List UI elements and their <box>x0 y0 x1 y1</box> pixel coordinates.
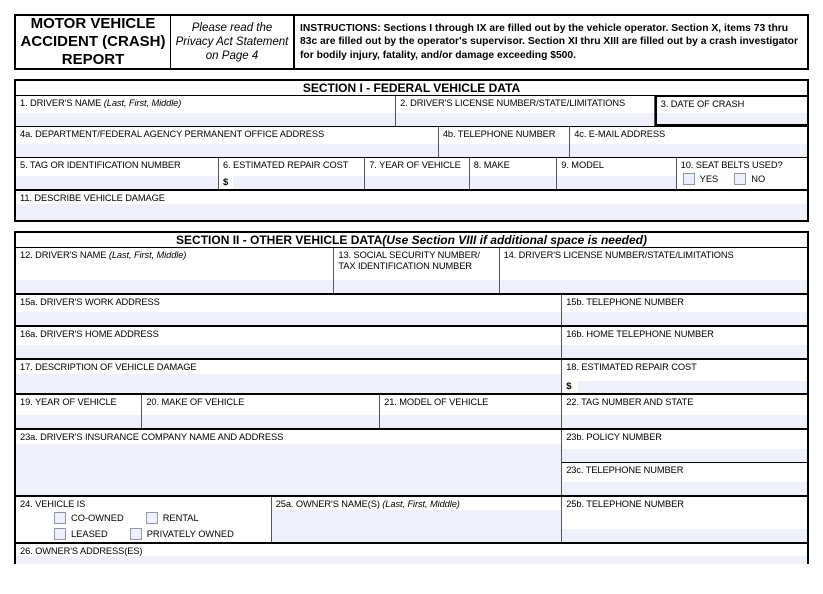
field-home-address-label: 16a. DRIVER'S HOME ADDRESS <box>20 329 159 339</box>
field-home-telephone-label: 16b. HOME TELEPHONE NUMBER <box>566 329 714 339</box>
field-owners-name-label: 25a. OWNER'S NAME(S) <box>275 499 380 509</box>
field-other-model-input[interactable] <box>380 415 561 428</box>
row-24 <box>16 497 807 544</box>
field-seat-belts-used <box>677 158 807 189</box>
checkbox-privately-owned-label: PRIVATELY OWNED <box>146 529 234 539</box>
row-26 <box>16 544 807 564</box>
field-other-model-label: 21. MODEL OF VEHICLE <box>384 397 489 407</box>
field-seat-belts-used-label: 10. SEAT BELTS USED? <box>680 160 783 170</box>
field-other-damage-description-label: 17. DESCRIPTION OF VEHICLE DAMAGE <box>20 362 197 372</box>
form-instructions: INSTRUCTIONS: Sections I through IX are filled out by the vehicle operator. Section X, items 73 thru 83c are filled out by the operator's supervisor. Section XI thru XIII are filled out by a crash investigator for bodily injury, fatality, and/or damage exceeding $500. <box>300 22 798 61</box>
row-11 <box>16 191 807 220</box>
insurance-subcolumn <box>562 430 807 495</box>
checkbox-leased-label: LEASED <box>71 529 108 539</box>
section-2-band <box>14 231 809 248</box>
field-owner-telephone[interactable] <box>562 497 807 542</box>
field-other-make[interactable] <box>142 395 380 428</box>
field-other-drivers-name[interactable] <box>16 248 334 293</box>
checkbox-co-owned-label: CO-OWNED <box>71 513 124 523</box>
field-other-drivers-license[interactable] <box>500 248 807 293</box>
field-agency-telephone[interactable] <box>439 127 570 157</box>
field-insurance-company[interactable] <box>16 430 562 495</box>
checkbox-seat-belts-yes-label: YES <box>699 174 719 184</box>
field-drivers-license-label: 2. DRIVER'S LICENSE NUMBER/STATE/LIMITATIONS <box>400 98 626 108</box>
field-date-of-crash-input[interactable] <box>657 113 807 124</box>
field-drivers-license[interactable] <box>396 96 655 126</box>
field-make-label: 8. MAKE <box>473 160 510 170</box>
checkbox-leased[interactable] <box>54 528 66 540</box>
field-model-input[interactable] <box>557 176 675 189</box>
spacer <box>14 70 809 79</box>
checkbox-seat-belts-no[interactable] <box>734 173 746 185</box>
field-owners-addresses-input[interactable] <box>16 556 807 564</box>
field-other-tag-number-input[interactable] <box>562 415 807 428</box>
field-insurance-telephone-label: 23c. TELEPHONE NUMBER <box>566 465 684 475</box>
field-other-make-label: 20. MAKE OF VEHICLE <box>146 397 245 407</box>
field-policy-number-label: 23b. POLICY NUMBER <box>566 432 662 442</box>
row-12 <box>16 248 807 295</box>
field-date-of-crash[interactable] <box>655 95 807 126</box>
privacy-act-notice: Please read the Privacy Act Statement on Page 4 <box>171 16 295 68</box>
field-agency-email[interactable] <box>570 127 807 157</box>
row-19 <box>16 395 807 430</box>
field-drivers-name-label: 1. DRIVER'S NAME <box>20 98 102 108</box>
field-insurance-telephone[interactable] <box>562 463 807 495</box>
checkbox-co-owned[interactable] <box>54 512 66 524</box>
currency-symbol: $ <box>222 177 229 188</box>
field-model-label: 9. MODEL <box>561 160 604 170</box>
field-drivers-name[interactable] <box>16 96 396 126</box>
field-other-make-input[interactable] <box>142 415 379 428</box>
field-tag-number[interactable] <box>16 158 219 189</box>
section-1-band <box>14 79 809 96</box>
form-title: MOTOR VEHICLE ACCIDENT (CRASH) REPORT <box>16 16 171 68</box>
field-owners-addresses[interactable] <box>16 544 807 564</box>
row-17 <box>16 360 807 395</box>
field-describe-vehicle-damage-label: 11. DESCRIBE VEHICLE DAMAGE <box>20 193 165 203</box>
field-owner-telephone-input[interactable] <box>562 529 807 542</box>
field-year-of-vehicle-input[interactable] <box>365 176 468 189</box>
field-policy-number-input[interactable] <box>562 449 807 462</box>
field-home-telephone[interactable] <box>562 327 807 358</box>
field-year-of-vehicle[interactable] <box>365 158 469 189</box>
field-other-year-of-vehicle-label: 19. YEAR OF VEHICLE <box>20 397 117 407</box>
row-1 <box>16 96 807 127</box>
field-home-address[interactable] <box>16 327 562 358</box>
field-estimated-repair-cost-label: 6. ESTIMATED REPAIR COST <box>222 160 349 170</box>
field-owners-name-input[interactable] <box>272 510 562 542</box>
field-drivers-name-hint: (Last, First, Middle) <box>101 98 182 108</box>
field-other-repair-cost-input[interactable] <box>578 381 807 393</box>
field-insurance-telephone-input[interactable] <box>562 482 807 495</box>
field-make-input[interactable] <box>470 176 557 189</box>
field-other-drivers-license-input[interactable] <box>500 280 807 293</box>
field-work-telephone-label: 15b. TELEPHONE NUMBER <box>566 297 684 307</box>
form-header <box>14 14 809 70</box>
field-other-year-of-vehicle-input[interactable] <box>16 415 141 428</box>
field-other-tag-number[interactable] <box>562 395 807 428</box>
field-agency-address[interactable] <box>16 127 439 157</box>
field-owners-name[interactable] <box>272 497 563 542</box>
row-23 <box>16 430 807 497</box>
field-insurance-company-input[interactable] <box>16 444 561 495</box>
field-describe-vehicle-damage-input[interactable] <box>16 204 807 220</box>
field-work-telephone-input[interactable] <box>562 312 807 325</box>
field-other-tag-number-label: 22. TAG NUMBER AND STATE <box>566 397 694 407</box>
row-15 <box>16 295 807 327</box>
field-other-year-of-vehicle[interactable] <box>16 395 142 428</box>
field-other-drivers-license-label: 14. DRIVER'S LICENSE NUMBER/STATE/LIMITATIONS <box>503 250 734 260</box>
field-date-of-crash-label: 3. DATE OF CRASH <box>660 99 745 109</box>
field-make[interactable] <box>470 158 558 189</box>
row-16 <box>16 327 807 360</box>
field-agency-address-label: 4a. DEPARTMENT/FEDERAL AGENCY PERMANENT OFFICE ADDRESS <box>20 129 325 139</box>
field-work-address-input[interactable] <box>16 312 561 325</box>
section-1-table <box>14 96 809 222</box>
field-ssn-tin[interactable] <box>334 248 499 293</box>
field-home-address-input[interactable] <box>16 345 561 358</box>
field-tag-number-input[interactable] <box>16 176 218 189</box>
field-other-damage-description-input[interactable] <box>16 374 561 393</box>
checkbox-seat-belts-no-label: NO <box>751 174 766 184</box>
field-other-drivers-name-label: 12. DRIVER'S NAME <box>20 250 107 260</box>
field-work-address[interactable] <box>16 295 562 325</box>
checkbox-seat-belts-yes[interactable] <box>683 173 695 185</box>
field-other-repair-cost[interactable] <box>562 360 807 393</box>
field-describe-vehicle-damage[interactable] <box>16 191 807 220</box>
field-owner-telephone-label: 25b. TELEPHONE NUMBER <box>566 499 684 509</box>
row-5 <box>16 158 807 191</box>
field-owners-name-hint: (Last, First, Middle) <box>379 499 460 509</box>
field-other-model[interactable] <box>380 395 562 428</box>
field-agency-address-input[interactable] <box>16 144 438 157</box>
field-other-drivers-name-input[interactable] <box>16 280 333 293</box>
field-agency-telephone-input[interactable] <box>439 144 569 157</box>
field-policy-number[interactable] <box>562 430 807 463</box>
field-home-telephone-input[interactable] <box>562 345 807 358</box>
field-drivers-name-input[interactable] <box>16 113 395 126</box>
field-vehicle-is-label: 24. VEHICLE IS <box>20 499 86 509</box>
field-insurance-company-label: 23a. DRIVER'S INSURANCE COMPANY NAME AND ADDRESS <box>20 432 284 442</box>
field-work-telephone[interactable] <box>562 295 807 325</box>
field-year-of-vehicle-label: 7. YEAR OF VEHICLE <box>369 160 461 170</box>
field-ssn-tin-input[interactable] <box>334 280 498 293</box>
section-2-title: SECTION II - OTHER VEHICLE DATA <box>176 233 383 247</box>
field-owners-addresses-label: 26. OWNER'S ADDRESS(ES) <box>20 546 143 556</box>
field-ssn-tin-label: 13. SOCIAL SECURITY NUMBER/ TAX IDENTIFICATION NUMBER <box>338 250 480 271</box>
field-other-damage-description[interactable] <box>16 360 562 393</box>
field-estimated-repair-cost-input[interactable] <box>233 176 364 189</box>
field-other-drivers-name-hint: (Last, First, Middle) <box>106 250 187 260</box>
row-4 <box>16 127 807 158</box>
field-work-address-label: 15a. DRIVER'S WORK ADDRESS <box>20 297 160 307</box>
section-2-subtitle: (Use Section VIII if additional space is needed) <box>382 233 647 247</box>
checkbox-rental-label: RENTAL <box>162 513 199 523</box>
checkbox-rental[interactable] <box>146 512 158 524</box>
section-1-title: SECTION I - FEDERAL VEHICLE DATA <box>302 81 521 95</box>
field-vehicle-is <box>16 497 272 542</box>
section-2-table <box>14 248 809 564</box>
field-agency-email-label: 4c. E-MAIL ADDRESS <box>574 129 666 139</box>
spacer-2 <box>14 222 809 231</box>
field-estimated-repair-cost[interactable] <box>219 158 365 189</box>
field-agency-email-input[interactable] <box>570 144 807 157</box>
checkbox-privately-owned[interactable] <box>130 528 142 540</box>
field-model[interactable] <box>557 158 676 189</box>
currency-symbol-2: $ <box>566 381 572 392</box>
field-other-repair-cost-label: 18. ESTIMATED REPAIR COST <box>566 362 697 372</box>
field-drivers-license-input[interactable] <box>396 113 654 126</box>
field-agency-telephone-label: 4b. TELEPHONE NUMBER <box>442 129 556 139</box>
field-tag-number-label: 5. TAG OR IDENTIFICATION NUMBER <box>20 160 181 170</box>
